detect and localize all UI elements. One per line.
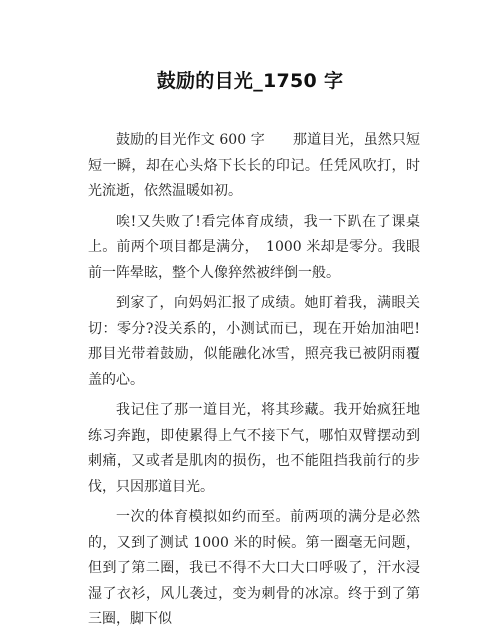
paragraph-4: 我记住了那一道目光，将其珍藏。我开始疯狂地练习奔跑，即使累得上气不接下气，哪怕双臂摆动到刺痛，又或者是肌肉的损伤，也不能阻挡我前行的步伐，只因那道目光。 — [88, 402, 420, 495]
document-title: 鼓励的目光_1750 字 — [156, 70, 344, 92]
paragraph-1: 鼓励的目光作文 600 字 那道目光，虽然只短短一瞬，却在心头烙下长长的印记。任凭风吹打，时光流逝，依然温暖如初。 — [88, 132, 420, 199]
paragraph-3: 到家了，向妈妈汇报了成绩。她盯着我，满眼关切：零分?没关系的，小测试而已，现在开始加油吧!那目光带着鼓励，似能融化冰雪，照亮我已被阴雨覆盖的心。 — [88, 295, 420, 388]
paragraph-2: 唉!又失败了!看完体育成绩，我一下趴在了课桌上。前两个项目都是满分， 1000 米却是零分。我眼前一阵晕眩，整个人像猝然被绊倒一般。 — [88, 213, 420, 281]
paragraph-5: 一次的体育模拟如约而至。前两项的满分是必然的，又到了测试 1000 米的时候。第一圈毫无问题，但到了第二圈，我已不得不大口大口呼吸了，汗水浸湿了衣衫，风儿袭过，变为刺骨的冰凉。终于到了第三圈，脚下似 — [88, 509, 420, 627]
document-body — [88, 128, 420, 638]
